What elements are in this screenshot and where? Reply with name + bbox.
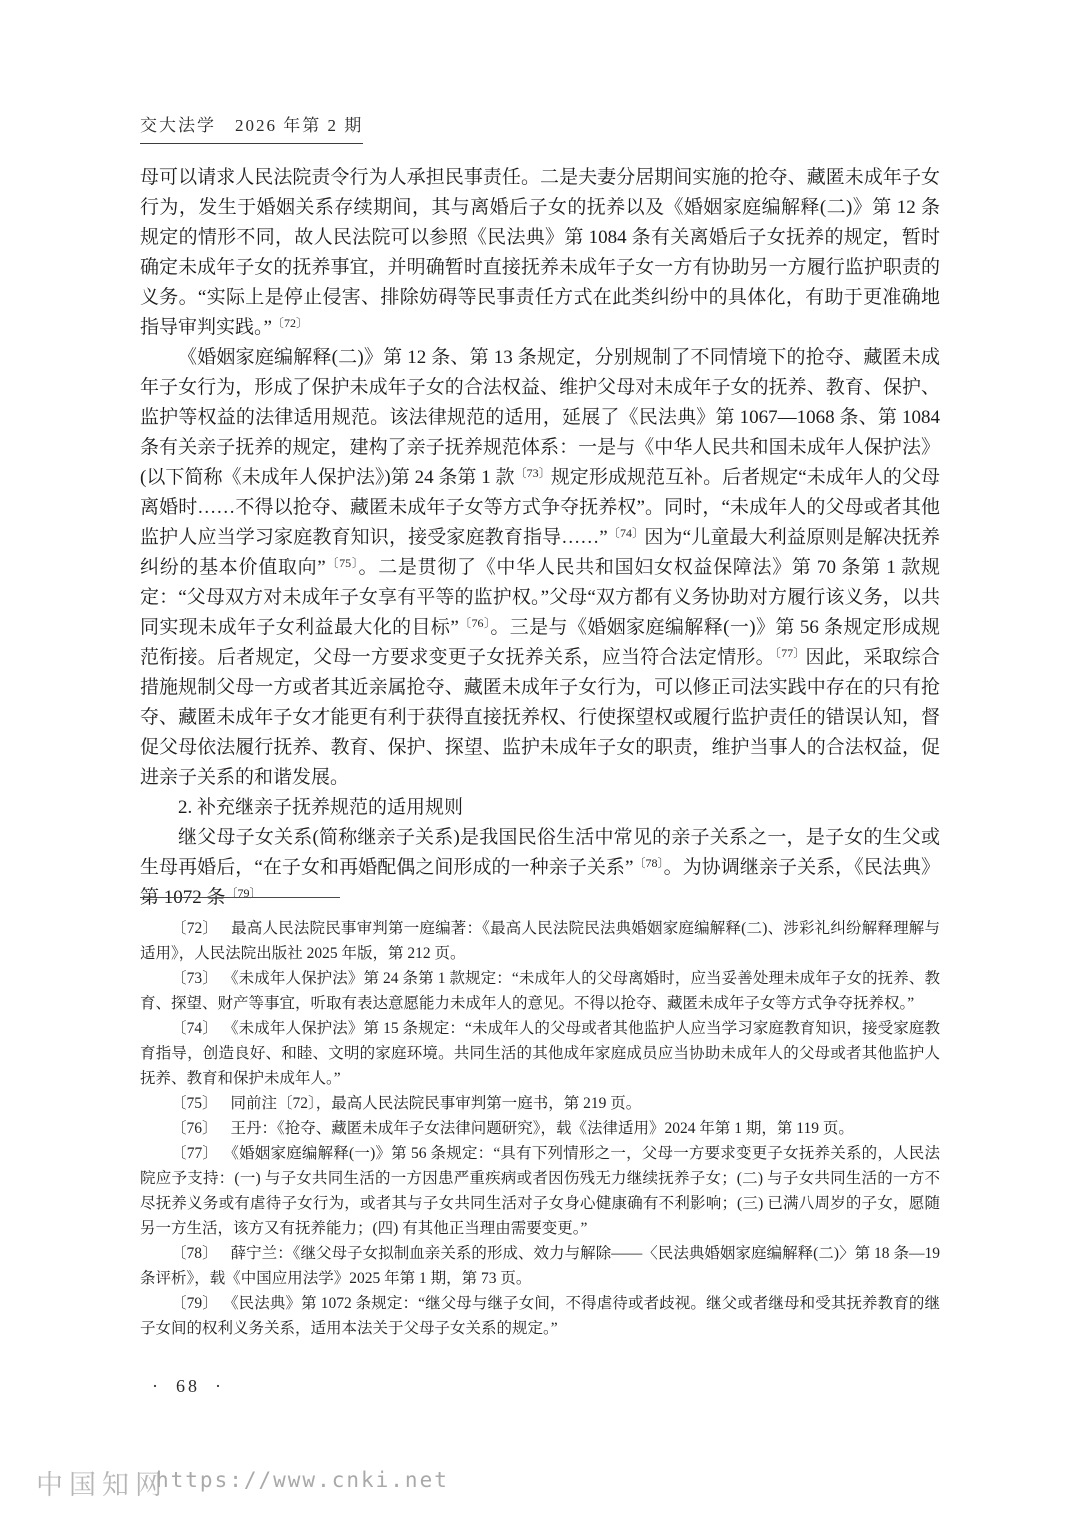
footnote-79: [140, 1291, 940, 1341]
footnote-marker: 〔76〕: [171, 1120, 218, 1137]
article-body: [140, 163, 940, 913]
paragraph-rule-system: 《婚姻家庭编解释(二)》第 12 条、第 13 条规定，分别规制了不同情境下的抢夺、藏匿未成年子女行为，形成了保护未成年子女的合法权益、维护父母对未成年子女的抚养、教育、保护、监护等权益的法律适用规范。该法律规范的适用，延展了《民法典》第 1067—1068 条、第 1084 条有关亲子抚养的规定，建构了亲子抚养规范体系：一是与《中华人民共和国未成年人保护法》(以下简称《未成年人保护法》)第 24 条第 1 款$^{〔73〕}$规定形成规范互补。后者规定“未成年人的父母离婚时……不得以抢夺、藏匿未成年子女等方式争夺抚养权”。同时，“未成年人的父母或者其他监护人应当学习家庭教育知识，接受家庭教育指导……”$^{〔74〕}$因为“儿童最大利益原则是解决抚养纠纷的基本价值取向”$^{〔75〕}$。二是贯彻了《中华人民共和国妇女权益保障法》第 70 条第 1 款规定：“父母双方对未成年子女享有平等的监护权。”父母“双方都有义务协助对方履行该义务，以共同实现未成年子女利益最大化的目标”$^{〔76〕}$。三是与《婚姻家庭编解释(一)》第 56 条规定形成规范衔接。后者规定，父母一方要求变更子女抚养关系，应当符合法定情形。$^{〔77〕}$因此，采取综合措施规制父母一方或者其近亲属抢夺、藏匿未成年子女行为，可以修正司法实践中存在的只有抢夺、藏匿未成年子女才能更有利于获得直接抚养权、行使探望权或履行监护责任的错误认知，督促父母依法履行抚养、教育、保护、探望、监护未成年子女的职责，维护当事人的合法权益，促进亲子关系的和谐发展。: [140, 347, 941, 788]
paragraph-step-parent: 继父母子女关系(简称继亲子关系)是我国民俗生活中常见的亲子关系之一，是子女的生父或生母再婚后，“在子女和再婚配偶之间形成的一种亲子关系”$^{〔78〕}$。为协调继亲子关系，《民法典》第 1072 条$^{〔79〕}$: [140, 827, 940, 908]
cnki-watermark-logo: 中国知网: [36, 1470, 168, 1500]
footnote-marker: 〔72〕: [171, 920, 219, 937]
footnote-76: [140, 1116, 940, 1141]
page-number: · 68 ·: [152, 1376, 224, 1396]
footnote-ref: 〔79〕: [225, 886, 262, 900]
cnki-watermark-url: https://www.cnki.net: [156, 1468, 449, 1492]
footnote-72: [140, 916, 940, 966]
footnote-marker: 〔77〕: [171, 1145, 219, 1162]
footnote-74: [140, 1016, 940, 1091]
footnote-marker: 〔78〕: [171, 1245, 218, 1262]
footnote-ref: 〔77〕: [774, 646, 806, 660]
footnote-text: 《民法典》第 1072 条规定：“继父母与继子女间，不得虐待或者歧视。继父或者继母和受其抚养教育的继子女间的权利义务关系，适用本法关于父母子女关系的规定。”: [140, 1295, 940, 1337]
section-heading: 2. 补充继亲子抚养规范的适用规则: [178, 797, 464, 818]
paragraph-continuation: 母可以请求人民法院责令行为人承担民事责任。二是夫妻分居期间实施的抢夺、藏匿未成年子女行为，发生于婚姻关系存续期间，其与离婚后子女的抚养以及《婚姻家庭编解释(二)》第 12 条规定的情形不同，故人民法院可以参照《民法典》第 1084 条有关离婚后子女抚养的规定，暂时确定未成年子女的抚养事宜，并明确暂时直接抚养未成年子女一方有协助另一方履行监护职责的义务。“实际上是停止侵害、排除妨碍等民事责任方式在此类纠纷中的具体化，有助于更准确地指导审判实践。”$^{〔72〕}$: [140, 167, 940, 338]
footnote-text: 《未成年人保护法》第 15 条规定：“未成年人的父母或者其他监护人应当学习家庭教育知识，接受家庭教育指导，创造良好、和睦、文明的家庭环境。共同生活的其他成年家庭成员应当协助未成年人的父母或者其他监护人抚养、教育和保护未成年人。”: [140, 1020, 940, 1087]
footnote-text: 《未成年人保护法》第 24 条第 1 款规定：“未成年人的父母离婚时，应当妥善处理未成年子女的抚养、教育、探望、财产等事宜，听取有表达意愿能力未成年人的意见。不得以抢夺、藏匿未成年子女等方式争夺抚养权。”: [140, 970, 940, 1012]
footnote-ref: 〔75〕: [325, 556, 359, 570]
footnote-ref: 〔72〕: [271, 316, 308, 330]
footnote-marker: 〔79〕: [171, 1295, 218, 1312]
footnote-text: 同前注〔72〕，最高人民法院民事审判第一庭书，第 219 页。: [230, 1095, 642, 1112]
footnote-75: [140, 1091, 940, 1116]
footnote-separator: [140, 897, 340, 898]
footnote-ref: 〔73〕: [514, 466, 551, 480]
footnote-73: [140, 966, 940, 1016]
journal-header: 交大法学 2026 年第 2 期: [140, 111, 363, 144]
footnote-marker: 〔74〕: [171, 1020, 218, 1037]
footnote-text: 最高人民法院民事审判第一庭编著：《最高人民法院民法典婚姻家庭编解释(二)、涉彩礼纠纷解释理解与适用》，人民法院出版社 2025 年版，第 212 页。: [140, 920, 940, 962]
footnote-text: 薛宁兰：《继父母子女拟制血亲关系的形成、效力与解除——〈民法典婚姻家庭编解释(二)〉第 18 条—19 条评析》，载《中国应用法学》2025 年第 1 期，第 73 页。: [140, 1245, 940, 1287]
footnote-ref: 〔74〕: [607, 526, 645, 540]
footnote-ref: 〔78〕: [633, 856, 664, 870]
footnote-77: [140, 1141, 940, 1241]
footnote-marker: 〔75〕: [171, 1095, 218, 1112]
footnote-78: [140, 1241, 940, 1291]
footnote-marker: 〔73〕: [171, 970, 218, 987]
footnote-ref: 〔76〕: [458, 616, 491, 630]
footnote-text: 《婚姻家庭编解释(一)》第 56 条规定：“具有下列情形之一，父母一方要求变更子女抚养关系的，人民法院应予支持：(一) 与子女共同生活的一方因患严重疾病或者因伤残无力继续抚养子女；(二) 与子女共同生活的一方不尽抚养义务或有虐待子女行为，或者其与子女共同生活对子女身心健康确有不利影响；(三) 已满八周岁的子女，愿随另一方生活，该方又有抚养能力；(四) 有其他正当理由需要变更。”: [140, 1145, 940, 1237]
footnote-text: 王丹：《抢夺、藏匿未成年子女法律问题研究》，载《法律适用》2024 年第 1 期，第 119 页。: [230, 1120, 854, 1137]
footnotes-block: [140, 916, 940, 1341]
